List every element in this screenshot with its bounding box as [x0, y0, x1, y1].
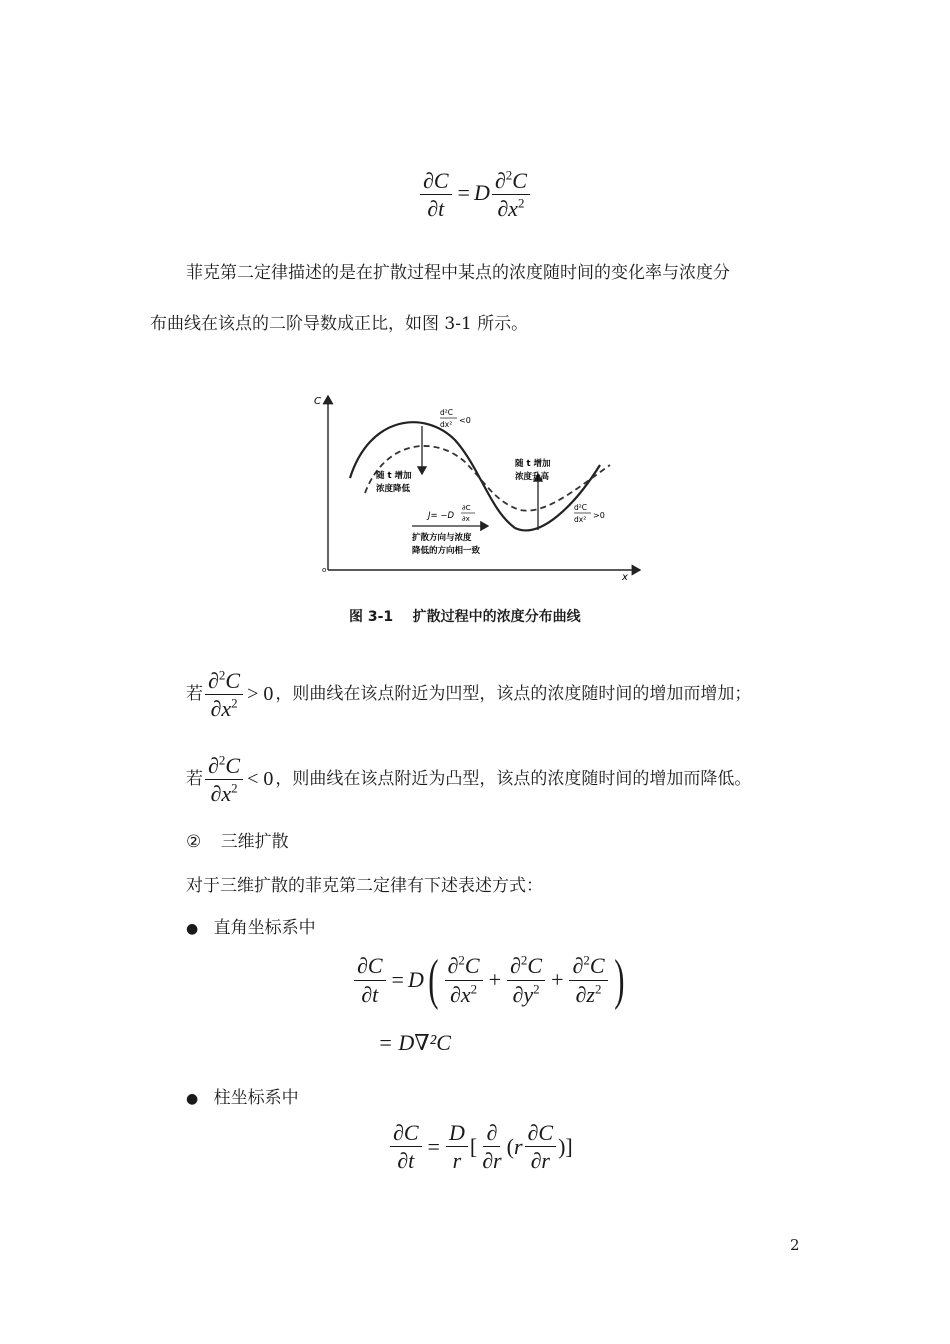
condition-convex-up — [186, 668, 751, 722]
open-paren: ( — [428, 949, 439, 1011]
eq1-lhs-numerator: ∂C — [420, 168, 452, 195]
top-d2c-cmp: <0 — [459, 416, 471, 425]
bullet-dot-icon: ● — [186, 921, 199, 937]
cond1-fraction: $\frac{\partial^2C}{\partial x^2}$ — [205, 668, 243, 722]
cond2-fraction: $\frac{\partial^2C}{\partial x^2}$ — [205, 753, 243, 807]
origin-label: o — [322, 566, 327, 574]
axis-x-label: x — [622, 572, 628, 583]
direction-label-line-2: 降低的方向相一致 — [412, 546, 481, 556]
top-d2c-den: dx² — [440, 420, 453, 429]
cond1-prefix: 若 — [186, 684, 203, 705]
close-paren: ) — [613, 949, 625, 1011]
eq1-lhs-denominator: ∂t — [427, 196, 445, 222]
br-d2c-den: dx² — [574, 515, 587, 524]
right-label-line-2: 浓度升高 — [515, 472, 550, 482]
cond2-text: ，则曲线在该点附近为凸型，该点的浓度随时间的增加而降低。 — [275, 769, 752, 790]
cond1-comparison: > 0 — [247, 683, 274, 706]
laplacian-equation: = D∇²C — [378, 1030, 451, 1055]
br-d2c-num: d²C — [574, 503, 588, 512]
section-number: ② — [186, 832, 202, 852]
top-d2c-num: d²C — [440, 408, 454, 417]
left-label-line-2: 浓度降低 — [376, 484, 411, 494]
paragraph-line-2: 布曲线在该点的二阶导数成正比，如图 3-1 所示。 — [150, 314, 529, 334]
intro-text: 对于三维扩散的菲克第二定律有下述表述方式： — [186, 876, 543, 896]
left-label-line-1: 随 t 增加 — [376, 471, 412, 481]
flux-lhs: J= −D — [428, 511, 454, 521]
page-number: 2 — [790, 1236, 800, 1254]
cond2-prefix: 若 — [186, 769, 203, 790]
cylindrical-equation: $\frac{\partial C}{\partial t}$ = $\frac{D}{r}$ [ $\frac{\partial}{\partial r}$ ( r $\frac{\partial C}{\partial r}$ )] — [388, 1120, 573, 1174]
axis-c-label: C — [314, 396, 321, 407]
concentration-distribution-figure — [310, 390, 650, 585]
bullet-dot-icon: ● — [186, 1091, 199, 1107]
condition-convex-down — [186, 753, 751, 807]
bullet-cartesian-label: 直角坐标系中 — [213, 918, 316, 938]
section-heading — [186, 834, 289, 851]
direction-label-line-1: 扩散方向与浓度 — [412, 533, 472, 543]
bullet-cylindrical-label: 柱坐标系中 — [213, 1088, 299, 1108]
flux-den: ∂x — [462, 515, 470, 523]
section-title: 三维扩散 — [220, 832, 289, 852]
bullet-cartesian — [186, 920, 316, 937]
fick-second-law-equation: $\frac{\partial C}{\partial t}$ = D $\frac{\partial^2C}{\partial x^2}$ — [418, 168, 532, 222]
cartesian-equation: $\frac{\partial C}{\partial t}$ = D ( $\frac{\partial^2C}{\partial x^2}$ + $\frac{\partial^2C}{\partial y^2}$ + $\frac{\partial^2C}{\partial z^2}$ ) — [352, 952, 628, 1008]
paragraph-line-1: 菲克第二定律描述的是在扩散过程中某点的浓度随时间的变化率与浓度分 — [186, 263, 730, 283]
cond1-text: ，则曲线在该点附近为凹型，该点的浓度随时间的增加而增加； — [275, 684, 752, 705]
eq1-coefficient: D — [473, 179, 490, 205]
right-label-line-1: 随 t 增加 — [515, 459, 551, 469]
figure-caption: 图 3-1 扩散过程中的浓度分布曲线 — [349, 609, 581, 625]
br-d2c-cmp: >0 — [593, 511, 605, 520]
bullet-cylindrical — [186, 1090, 299, 1107]
cond2-comparison: < 0 — [247, 768, 274, 791]
flux-num: ∂C — [462, 504, 471, 512]
